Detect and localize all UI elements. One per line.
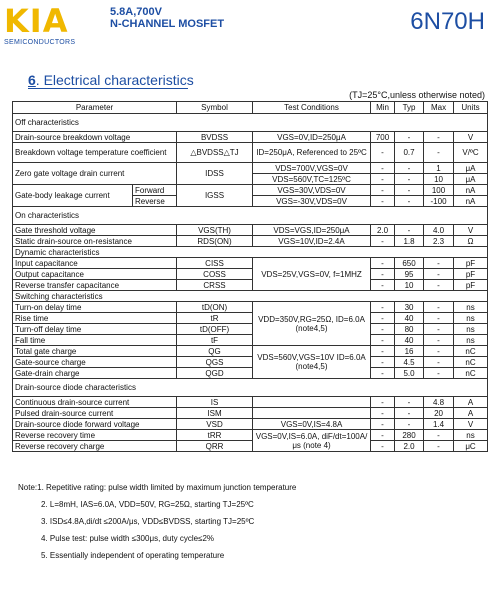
condition-cell: VDD=350V,RG=25Ω, ID=6.0A (note4,5)	[253, 302, 371, 346]
min-cell: -	[371, 346, 395, 357]
min-cell: -	[371, 269, 395, 280]
symbol-cell: CRSS	[177, 280, 253, 291]
typ-cell: 40	[395, 335, 424, 346]
typ-cell: -	[395, 419, 424, 430]
condition-cell: VDS=VGS,ID=250μA	[253, 225, 371, 236]
typ-cell: 40	[395, 313, 424, 324]
unit-cell: ns	[454, 324, 488, 335]
table-row	[13, 324, 488, 335]
section-header: Switching characteristics	[13, 291, 488, 302]
device-type: N-CHANNEL MOSFET	[110, 18, 225, 30]
section-header: Off characteristics	[13, 114, 488, 132]
condition-cell: VGS=0V,ID=250μA	[253, 132, 371, 143]
table-row	[13, 368, 488, 379]
note-line: 2. L=8mH, IAS=6.0A, VDD=50V, RG=25Ω, starting TJ=25ºC	[41, 500, 254, 509]
max-cell: -	[424, 324, 454, 335]
test-conditions-note: (TJ=25°C,unless otherwise noted)	[349, 90, 485, 100]
min-cell: -	[371, 185, 395, 196]
max-cell: -	[424, 368, 454, 379]
section-title-text: . Electrical characteristics	[35, 72, 194, 88]
section-header: Dynamic characteristics	[13, 247, 488, 258]
table-row	[13, 269, 488, 280]
unit-cell: A	[454, 408, 488, 419]
max-cell: 2.3	[424, 236, 454, 247]
unit-cell: Ω	[454, 236, 488, 247]
typ-cell: 650	[395, 258, 424, 269]
table-row	[13, 143, 488, 163]
typ-cell: 1.8	[395, 236, 424, 247]
param-cell: Turn-on delay time	[13, 302, 177, 313]
note-line: 4. Pulse test: pulse width ≤300μs, duty cycle≤2%	[41, 534, 215, 543]
typ-cell: -	[395, 408, 424, 419]
table-row	[13, 357, 488, 368]
unit-cell: ns	[454, 302, 488, 313]
symbol-cell: IS	[177, 397, 253, 408]
table-row	[13, 185, 488, 196]
notes-block	[18, 483, 296, 568]
company-logo	[4, 4, 104, 46]
param-cell: Output capacitance	[13, 269, 177, 280]
max-cell: 4.0	[424, 225, 454, 236]
typ-cell: -	[395, 225, 424, 236]
min-cell: -	[371, 163, 395, 174]
param-cell: Gate-body leakage current	[13, 185, 133, 207]
param-cell: Reverse recovery charge	[13, 441, 177, 452]
note-line: Note:1. Repetitive rating: pulse width limited by maximum junction temperature	[18, 483, 297, 492]
min-cell: -	[371, 236, 395, 247]
max-cell: 4.8	[424, 397, 454, 408]
symbol-cell: tRR	[177, 430, 253, 441]
unit-cell: μC	[454, 441, 488, 452]
max-cell: 20	[424, 408, 454, 419]
param-cell: Gate-drain charge	[13, 368, 177, 379]
unit-cell: ns	[454, 430, 488, 441]
symbol-cell: QGD	[177, 368, 253, 379]
param-cell: Static drain-source on-resistance	[13, 236, 177, 247]
column-header: Typ	[395, 102, 424, 114]
param-cell: Input capacitance	[13, 258, 177, 269]
subparam-cell: Forward	[133, 185, 177, 196]
typ-cell: -	[395, 397, 424, 408]
unit-cell: A	[454, 397, 488, 408]
max-cell: -	[424, 346, 454, 357]
typ-cell: 0.7	[395, 143, 424, 163]
symbol-cell: COSS	[177, 269, 253, 280]
param-cell: Continuous drain-source current	[13, 397, 177, 408]
condition-cell: VDS=560V,TC=125ºC	[253, 174, 371, 185]
note-line: 3. ISD≤4.8A,di/dt ≤200A/μs, VDD≤BVDSS, starting TJ=25ºC	[41, 517, 255, 526]
table-row	[13, 419, 488, 430]
section-header: On characteristics	[13, 207, 488, 225]
column-header: Max	[424, 102, 454, 114]
condition-cell	[253, 397, 371, 408]
unit-cell: V	[454, 225, 488, 236]
min-cell: -	[371, 324, 395, 335]
typ-cell: 80	[395, 324, 424, 335]
typ-cell: -	[395, 132, 424, 143]
min-cell: -	[371, 408, 395, 419]
symbol-cell: RDS(ON)	[177, 236, 253, 247]
table-section-row	[13, 207, 488, 225]
unit-cell: nC	[454, 357, 488, 368]
table-row	[13, 346, 488, 357]
unit-cell: V	[454, 132, 488, 143]
param-cell: Reverse transfer capacitance	[13, 280, 177, 291]
table-row	[13, 397, 488, 408]
section-header: Drain-source diode characteristics	[13, 379, 488, 397]
max-cell: -	[424, 280, 454, 291]
min-cell: -	[371, 196, 395, 207]
unit-cell: nA	[454, 185, 488, 196]
table-section-row	[13, 291, 488, 302]
column-header: Min	[371, 102, 395, 114]
condition-cell: VGS=10V,ID=2.4A	[253, 236, 371, 247]
symbol-cell: IGSS	[177, 185, 253, 207]
column-header: Units	[454, 102, 488, 114]
condition-cell: VDS=700V,VGS=0V	[253, 163, 371, 174]
symbol-cell: IDSS	[177, 163, 253, 185]
condition-cell: VGS=-30V,VDS=0V	[253, 196, 371, 207]
max-cell: -	[424, 335, 454, 346]
note-line: 5. Essentially independent of operating temperature	[41, 551, 225, 560]
table-section-row	[13, 114, 488, 132]
min-cell: -	[371, 143, 395, 163]
symbol-cell: tD(OFF)	[177, 324, 253, 335]
unit-cell: ns	[454, 335, 488, 346]
unit-cell: ns	[454, 313, 488, 324]
typ-cell: -	[395, 185, 424, 196]
unit-cell: pF	[454, 258, 488, 269]
max-cell: 100	[424, 185, 454, 196]
min-cell: -	[371, 335, 395, 346]
symbol-cell: △BVDSS△TJ	[177, 143, 253, 163]
min-cell: -	[371, 302, 395, 313]
table-row	[13, 408, 488, 419]
min-cell: -	[371, 419, 395, 430]
symbol-cell: tR	[177, 313, 253, 324]
unit-cell: pF	[454, 269, 488, 280]
param-cell: Total gate charge	[13, 346, 177, 357]
table-row	[13, 313, 488, 324]
unit-cell: nA	[454, 196, 488, 207]
max-cell: -	[424, 430, 454, 441]
max-cell: -	[424, 269, 454, 280]
device-rating: 5.8A,700V	[110, 6, 162, 18]
typ-cell: 4.5	[395, 357, 424, 368]
unit-cell: pF	[454, 280, 488, 291]
max-cell: 1.4	[424, 419, 454, 430]
param-cell: Zero gate voltage drain current	[13, 163, 177, 185]
unit-cell: V/ºC	[454, 143, 488, 163]
symbol-cell: tD(ON)	[177, 302, 253, 313]
min-cell: -	[371, 397, 395, 408]
table-row	[13, 132, 488, 143]
max-cell: -	[424, 441, 454, 452]
unit-cell: V	[454, 419, 488, 430]
column-header: Test Conditions	[253, 102, 371, 114]
typ-cell: -	[395, 174, 424, 185]
column-header: Parameter	[13, 102, 177, 114]
part-number: 6N70H	[410, 8, 485, 35]
typ-cell: 5.0	[395, 368, 424, 379]
param-cell: Pulsed drain-source current	[13, 408, 177, 419]
typ-cell: 95	[395, 269, 424, 280]
section-title	[28, 72, 194, 88]
table-header-row	[13, 102, 488, 114]
table-section-row	[13, 247, 488, 258]
max-cell: -	[424, 357, 454, 368]
min-cell: -	[371, 313, 395, 324]
max-cell: -	[424, 132, 454, 143]
max-cell: 10	[424, 174, 454, 185]
typ-cell: 2.0	[395, 441, 424, 452]
max-cell: -	[424, 313, 454, 324]
symbol-cell: QGS	[177, 357, 253, 368]
condition-cell: VDS=25V,VGS=0V, f=1MHZ	[253, 258, 371, 291]
table-row	[13, 163, 488, 174]
typ-cell: 280	[395, 430, 424, 441]
table-row	[13, 302, 488, 313]
max-cell: -	[424, 258, 454, 269]
unit-cell: nC	[454, 346, 488, 357]
subparam-cell: Reverse	[133, 196, 177, 207]
param-cell: Gate-source charge	[13, 357, 177, 368]
unit-cell: μA	[454, 163, 488, 174]
typ-cell: 10	[395, 280, 424, 291]
param-cell: Turn-off delay time	[13, 324, 177, 335]
table-row	[13, 280, 488, 291]
param-cell: Gate threshold voltage	[13, 225, 177, 236]
param-cell: Drain-source diode forward voltage	[13, 419, 177, 430]
param-cell: Drain-source breakdown voltage	[13, 132, 177, 143]
electrical-characteristics-table	[12, 101, 488, 452]
min-cell: 700	[371, 132, 395, 143]
typ-cell: 30	[395, 302, 424, 313]
condition-cell: VDS=560V,VGS=10V ID=6.0A (note4,5)	[253, 346, 371, 379]
table-row	[13, 236, 488, 247]
min-cell: -	[371, 441, 395, 452]
param-cell: Reverse recovery time	[13, 430, 177, 441]
symbol-cell: tF	[177, 335, 253, 346]
table-row	[13, 441, 488, 452]
param-cell: Breakdown voltage temperature coefficient	[13, 143, 177, 163]
table-row	[13, 335, 488, 346]
min-cell: -	[371, 174, 395, 185]
symbol-cell: QRR	[177, 441, 253, 452]
condition-cell: VGS=30V,VDS=0V	[253, 185, 371, 196]
section-underline	[28, 88, 188, 89]
logo-subtitle: SEMICONDUCTORS	[4, 39, 76, 46]
symbol-cell: CISS	[177, 258, 253, 269]
table-row	[13, 430, 488, 441]
unit-cell: nC	[454, 368, 488, 379]
symbol-cell: VSD	[177, 419, 253, 430]
device-description	[110, 6, 224, 30]
section-number: 6	[28, 72, 36, 88]
column-header: Symbol	[177, 102, 253, 114]
max-cell: -	[424, 143, 454, 163]
condition-cell: VGS=0V,IS=6.0A, diF/dt=100A/μs (note 4)	[253, 430, 371, 452]
condition-cell	[253, 408, 371, 419]
symbol-cell: BVDSS	[177, 132, 253, 143]
max-cell: 1	[424, 163, 454, 174]
min-cell: -	[371, 280, 395, 291]
typ-cell: -	[395, 163, 424, 174]
typ-cell: -	[395, 196, 424, 207]
symbol-cell: ISM	[177, 408, 253, 419]
symbol-cell: VGS(TH)	[177, 225, 253, 236]
min-cell: -	[371, 357, 395, 368]
min-cell: -	[371, 258, 395, 269]
table-row	[13, 225, 488, 236]
condition-cell: ID=250μA, Referenced to 25ºC	[253, 143, 371, 163]
param-cell: Rise time	[13, 313, 177, 324]
table-row	[13, 258, 488, 269]
param-cell: Fall time	[13, 335, 177, 346]
condition-cell: VGS=0V,IS=4.8A	[253, 419, 371, 430]
table-section-row	[13, 379, 488, 397]
unit-cell: μA	[454, 174, 488, 185]
max-cell: -100	[424, 196, 454, 207]
min-cell: -	[371, 430, 395, 441]
min-cell: -	[371, 368, 395, 379]
symbol-cell: QG	[177, 346, 253, 357]
min-cell: 2.0	[371, 225, 395, 236]
logo-mark: KIA	[4, 2, 69, 40]
max-cell: -	[424, 302, 454, 313]
typ-cell: 16	[395, 346, 424, 357]
